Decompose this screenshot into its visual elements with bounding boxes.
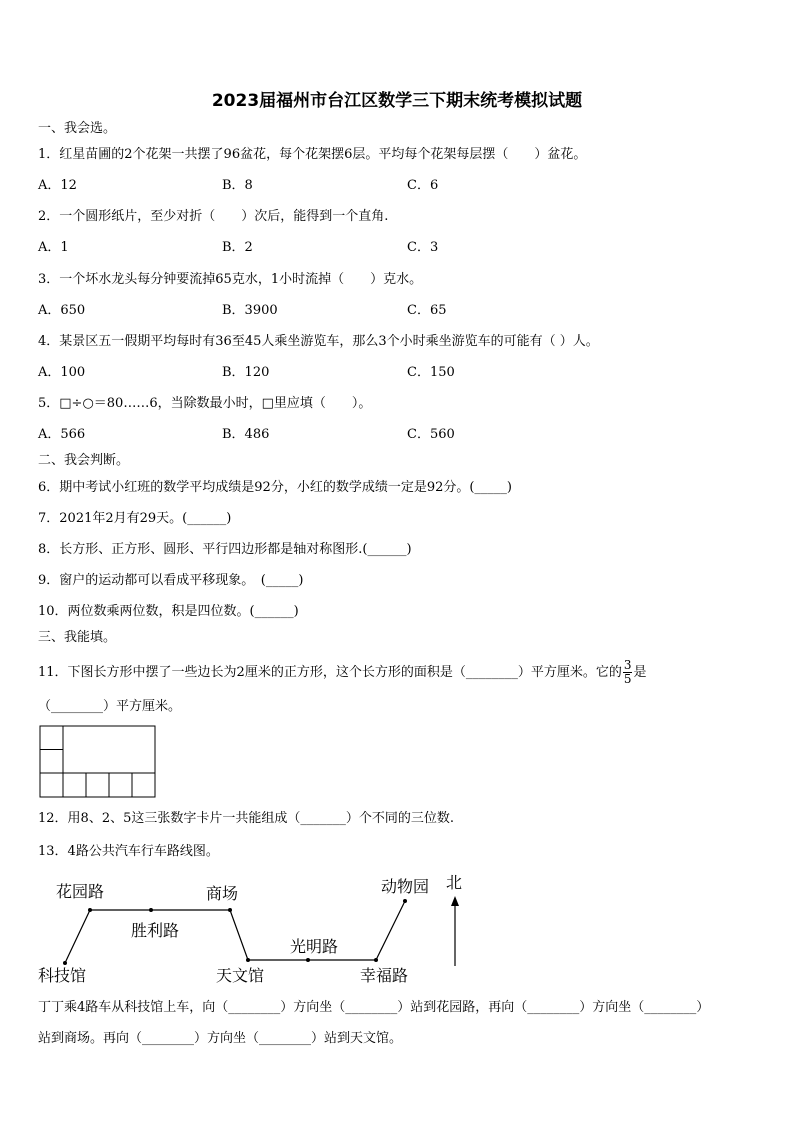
question-1: 1．红星苗圃的2个花架一共摆了96盆花，每个花架摆6层。平均每个花架每层摆（ ）盆花。 [38, 147, 587, 162]
question-11 [38, 659, 646, 686]
stop-label-guangming: 光明路 [290, 937, 339, 956]
stop-dot-tianwen [246, 958, 250, 962]
stop-dot-shangchang [228, 908, 232, 912]
page-title: 2023届福州市台江区数学三下期末统考模拟试题 [211, 91, 583, 111]
q3-option-a: A．650 [38, 303, 86, 318]
fraction-three-fifths [623, 659, 633, 686]
outer-rectangle [40, 726, 155, 797]
q4-option-a: A．100 [38, 365, 86, 380]
stop-dot-keji [63, 961, 67, 965]
fraction-denominator: 5 [623, 672, 632, 686]
question-12: 12．用8、2、5这三张数字卡片一共能组成（_______）个不同的三位数. [38, 811, 454, 826]
q1-option-a: A．12 [38, 178, 77, 193]
stop-dot-xingfu [374, 958, 378, 962]
north-label: 北 [446, 873, 463, 892]
stop-label-keji: 科技馆 [38, 966, 87, 985]
north-arrow-head [451, 896, 459, 906]
rectangle-squares-figure [39, 725, 157, 799]
question-3: 3．一个坏水龙头每分钟要流掉65克水，1小时流掉（ ）克水。 [38, 272, 423, 287]
question-13-line1: 丁丁乘4路车从科技馆上车，向（________）方向坐（________）站到花园路，再向（________）方向坐（________） [38, 1000, 710, 1015]
q5-option-b: B．486 [222, 427, 270, 442]
stop-dot-huayuan [88, 908, 92, 912]
route-line [65, 901, 405, 963]
q3-option-c: C．65 [407, 303, 447, 318]
question-9: 9．窗户的运动都可以看成平移现象。 (_____) [38, 573, 304, 588]
q2-option-b: B．2 [222, 240, 253, 255]
section-heading-1: 一、我会选。 [38, 121, 117, 136]
question-7: 7．2021年2月有29天。(______) [38, 511, 232, 526]
question-4: 4．某景区五一假期平均每时有36至45人乘坐游览车，那么3个小时乘坐游览车的可能有（ ）人。 [38, 334, 599, 349]
section-heading-2: 二、我会判断。 [38, 453, 130, 468]
q4-option-c: C．150 [407, 365, 455, 380]
stop-label-shengli: 胜利路 [131, 921, 180, 940]
question-6: 6．期中考试小红班的数学平均成绩是92分，小红的数学成绩一定是92分。(_____) [38, 480, 512, 495]
q3-option-b: B．3900 [222, 303, 278, 318]
question-8: 8．长方形、正方形、圆形、平行四边形都是轴对称图形.(______) [38, 542, 412, 557]
q1-option-c: C．6 [407, 178, 439, 193]
q1-option-b: B．8 [222, 178, 253, 193]
question-13: 13．4路公共汽车行车路线图。 [38, 844, 219, 859]
stop-label-tianwen: 天文馆 [216, 966, 265, 985]
q11-text-part2: 是 [633, 665, 647, 680]
stop-label-xingfu: 幸福路 [360, 966, 409, 985]
stop-label-shangchang: 商场 [206, 884, 239, 903]
bus-route-map [30, 868, 490, 990]
q11-text-part1: 11．下图长方形中摆了一些边长为2厘米的正方形，这个长方形的面积是（________）平方厘米。它的 [38, 665, 622, 680]
stop-dot-dongwu [403, 899, 407, 903]
stop-label-dongwu: 动物园 [381, 877, 430, 896]
q2-option-c: C．3 [407, 240, 439, 255]
question-5: 5．□÷○＝80……6，当除数最小时，□里应填（ ）。 [38, 396, 372, 411]
question-10: 10．两位数乘两位数，积是四位数。(______) [38, 604, 299, 619]
q5-option-c: C．560 [407, 427, 455, 442]
fraction-numerator: 3 [623, 658, 632, 672]
stop-dot-guangming [306, 958, 310, 962]
question-11-line2: （________）平方厘米。 [38, 699, 182, 714]
question-2: 2．一个圆形纸片，至少对折（ ）次后，能得到一个直角. [38, 209, 389, 224]
q5-option-a: A．566 [38, 427, 86, 442]
section-heading-3: 三、我能填。 [38, 630, 117, 645]
stop-label-huayuan: 花园路 [56, 882, 105, 901]
q2-option-a: A．1 [38, 240, 69, 255]
stop-dot-shengli [149, 908, 153, 912]
question-13-line2: 站到商场。再向（________）方向坐（________）站到天文馆。 [38, 1031, 403, 1046]
q4-option-b: B．120 [222, 365, 270, 380]
